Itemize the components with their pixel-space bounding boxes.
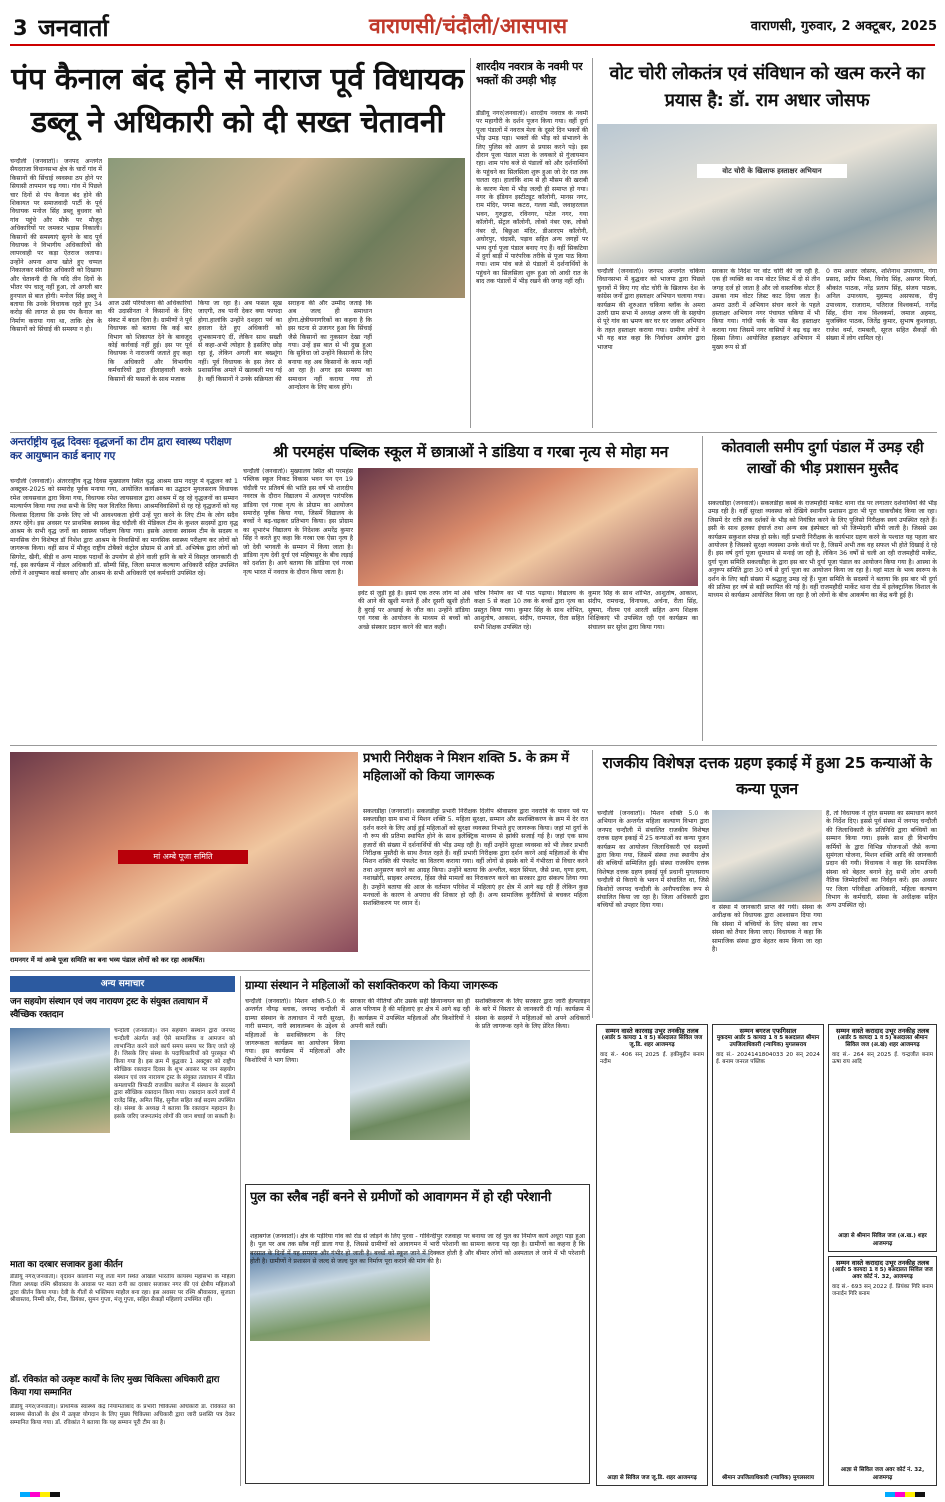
brief2-headline: माता का दरबार सजाकर हुआ कीर्तन (10, 1260, 123, 1270)
notice-2-sign: श्रीमान उपजिलाधिकारी (न्यायिक) मुगलसराय (721, 1474, 815, 1481)
notice-3-case: वाद सं.- 264 सन् 2025 ई. चन्द्रजीत बनाम ऊषा राय आदि (832, 1051, 933, 1066)
school-col1: चन्दौली (जनवार्ता)। मुख्यालय स्थित श्री परमहंस पब्लिक स्कूल निकट विकास भवन पन एन 19 चंदौली पर प्रतिवर्ष की भांति इस वर्ष भी शारदीय नवरात्र के दौरान विद्यालय में अत्यवृत्त पारंपरिक डांडिया एवं गरबा नृत्य के प्रोग्राम का आयोजन समारोह पूर्वक किया गया, जिसमें विद्यालय के बच्चों ने बढ़-चढ़कर प्रतिभाग किया। इस प्रोग्राम का शुभारंभ विद्यालय के निदेशक अमरेंद्र कुमार सिंह ने करते हुए कहा कि गरबा एक ऐसा नृत्य है जो देवी भगवती के सम्मान में किया जाता है। डांडिया नृत्य देवी दुर्गा एवं महिषासुर के बीच लड़ाई को दर्शाता है। आगे बताया कि डांडिया एवं गरबा नृत्य भारत में नवरात्र के दौरान किया जाता है। (243, 468, 353, 576)
lead-photo (108, 158, 465, 298)
vote-col3: 0 राम अधार जोसफ, शशिनाथ उपाध्याय, गंगा प्रसाद, प्रदीप मिश्रा, विनोद सिंह, असगर मिर्जा, श्रीकांत पाठक, नरेंद्र प्रताप सिंह, संजय पाठक, अनिल उपाध्याय, मुहम्मद असफाक, दीपू उपाध्याय, राजाराम, पतिराज विश्वकर्मा, नागेंद्र सिंह, दीना नाथ विश्वकर्मा, जमाल अहमद, मुजक्किर पाठक, जितेंद्र कुमार, सुभाष कुशवाहा, राजेश वर्मा, रामबली, सूरज सहित सैकड़ों की संख्या में लोग शामिल रहे। (826, 268, 937, 343)
kotwali-headline: कोतवाली समीप दुर्गा पंडाल में उमड़ रही लाखों की भीड़ प्रशासन मुस्तैद (721, 440, 924, 477)
school-col3: चरित्र निर्माण का भी पाठ पढ़ाया। विद्यालय के कक्षा 5 से कक्षा 10 तक के बच्चों द्वारा नृत्य का प्रस्तुत किया गया। कुमार सिंह के साथ शोभित, आशुतोष, आकाश, संदीप, रामपाल, रीता सहित सभी शिक्षक उपस्थित रहे। (474, 590, 584, 631)
cmyk-swatch (20, 1492, 60, 1497)
lead-col2: आज उसी परियोजना की अधिकारियों की उदासीनता ने किसानों के लिए संकट में बदल दिया है। ग्रामीणों ने पूर्व विधायक को बताया कि कई बार विभाग को शिकायत देने के बावजूद कोई कार्रवाई नहीं हुई। इस पर पूर्व विधायक ने नाराजगी जताते हुए कहा कि अधिकारी और विभागीय कर्मचारियों द्वारा हीलाहवाली करके किसानों की फसलों के साथ मजाक (108, 300, 192, 383)
pandal-caption: रामनगर में मां अम्बे पूजा समिति का बना भव्य पंडाल लोगों को कर रहा आकर्षित। (10, 956, 205, 964)
school-col4: कुमार सिंह के साथ शोभित, आशुतोष, आकाश, संदीप, रामचन्द्र, विनायक, अर्चना, रीता सिंह, सुषमा, नीलम एवं आरती सहित अन्य शिक्षक शिक्षिकाएं भी उपस्थित रही एवं कार्यक्रम का संचालन सर सुरेश द्वारा किया गया। (588, 590, 698, 631)
notice-3 (828, 1024, 937, 1252)
notice-4 (828, 1256, 937, 1486)
kotwali-body: सकलडीहा (जनवार्ता)। सकलडीहा कस्बे के राजमहौदी मार्केट थाना रोड पर लगातार दर्शनार्थियों की भीड़ उमड़ रही है। वहीं सुरक्षा व्यवस्था को देखिये स्थानीय प्रशासन द्वारा भी पूरा चाकचौबंद किया जा रहा। जिसमें देर रात्रि तक दर्शकों के भीड़ को नियंत्रित करने के लिए पुलिसो निरीक्षक स्वयं उपस्थित रहते हैं। इसी के साथ हलका इंचार्ज तथा अन्य सब इंस्पेक्टर को भी जिम्मेदारी सौंपी जाती है। जिससे उस कार्यक्रम सकुशल संपन्न हो सके। वहीं प्रभारी निरीक्षक के कार्यभार ग्रहण करने के पश्चात यह पहला बार आयोजन है जिसको सुरक्षा व्यवस्था उनके कंधों पर है, जिसमें अभी तक वह सफल भी होते दिखाई दे रहे हैं। इस वर्ष दुर्गा पूजा धूमधाम से मनाई जा रही है, लेकिन 36 वर्षों से चली आ रही राजमहौदी मार्केट, दुर्गा पूजा समिति सकलडीहा के द्वारा इस बार भी दुर्गा पूजा पंडाल का आयोजन किया गया है। आस्था के अनुरूप समिति द्वारा 30 वर्ष से दुर्गा पूजा का आयोजन किया जा रहा है। यहां माता के भव्य स्वरूप के दर्शन के लिए बड़ी संख्या में श्रद्धालु उमड़ रहे हैं। पूजा समिति के सदस्यों ने बताया कि इस बार भी दुर्गा की प्रतिमा हर वर्ष से बड़ी स्थापित की गई है। वहीं राजमहौदी मार्केट थाना रोड में इलेक्ट्रानिक विशाल के माध्यम से कार्यक्रम आयोजित किया जा रहा है जो लोगों के बीच आकर्षण का केंद्र बनी हुई है। (708, 500, 937, 600)
notice-4-sub: (आर्डर 5 कायदा 1 व 5) बअदालत सिविल जज अवर कोर्ट नं. 32, आजमगढ़ (832, 1267, 933, 1281)
notice-3-sub: (आर्डर 5 कायदा 1 व 5) बअदालत श्रीमान सिविल जज (अ.खं) शहर आजमगढ़ (837, 1035, 928, 1049)
pandal-board: मां अम्बे पूजा समिति (118, 850, 248, 864)
vote-photo (597, 124, 937, 264)
notice-2-case: वाद सं.- 2024141804033 20 सन् 2024 ई. बनाम जनरल पब्लिक (716, 1051, 820, 1066)
notice-3-title: सम्मन वास्ते करादाद उभूर तनकीह तलब (835, 1027, 930, 1035)
school-photo (358, 468, 698, 586)
bridge-box (245, 1184, 590, 1484)
school-col2: इवेंट से जुड़ी हुई है। इसमें एक तरफ लोग मां अंबे की आने की खुशी मनाते हैं और दूसरी खुशी होती है बुराई पर अच्छाई के जीत का। उन्होंने डांडिया एवं गरबा के आयोजन के माध्यम से बच्चों को अच्छे संस्कार प्रदान करने की बात कही। (358, 590, 470, 631)
notice-1-case: वाद सं.- 406 सन् 2025 ई. हकीमुद्दीन बनाम नदीम (600, 1051, 704, 1066)
notice-2 (712, 1024, 824, 1486)
vote-headline: वोट चोरी लोकतंत्र एवं संविधान को खत्म करने का प्रयास है: डॉ. राम अधार जोसफ (609, 63, 925, 111)
ngo-headline: ग्राम्या संस्थान ने महिलाओं को सशक्तिकरण को किया जागरूक (245, 978, 498, 992)
lead-col1: चन्दौली (जनवार्ता)। जनपद अन्तर्गत सैयदराजा विधानसभा क्षेत्र के चारों गांव में किसानों की सिंचाई व्यवस्था ठप होने पर सियासी तापमान चढ़ गया। गांव में पिछले चार दिनों से पंप कैनाल बंद होने की शिकायत पर समाजवादी पार्टी के पूर्व विधायक मनोज सिंह डब्लू बुधवार को गांव पहुंचे और मौके पर मौजूद अधिकारियों पर जमकर भड़ास निकाली। किसानों की समस्याएं सुनने के बाद पूर्व विधायक ने विभागीय अधिकारियों की लापरवाही पर कड़ा ऐतराज जताया। उन्होंने अपना आपा खोते हुए चप्पल निकालकर संबंधित अधिकारी को दिखाया और चेतावनी दी कि यदि तीन दिनों के भीतर पंप चालू नहीं हुआ, तो अगली बार हुनपाल से बात होगी। मनोज सिंह डब्लू ने बताया कि उनके विधायक रहते हुए 34 करोड़ की लागत से इस पंप कैनाल का निर्माण कराया गया था, ताकि क्षेत्र के किसानों को सिंचाई की समस्या न हो। (10, 158, 102, 334)
notice-2-sub: मुकदमा आर्डर 5 कायदा 1 व 5 बअदालत श्रीमान उपजिलाधिकारी (न्यायिक) मुगलसराय (716, 1035, 820, 1049)
section-name: वाराणसी/चंदौली/आसपास (368, 14, 568, 38)
school-headline: श्री परमहंस पब्लिक स्कूल में छात्राओं ने डांडिया व गरबा नृत्य से मोहा मन (272, 443, 669, 461)
adoption-photo (712, 810, 822, 902)
elder-headline: अन्तर्राष्ट्रीय वृद्ध दिवसः वृद्धजनों का टीम द्वारा स्वास्थ्य परीक्षण कर आयुष्मान कार्ड बनाए गए (10, 436, 232, 462)
divider (702, 436, 703, 741)
masthead-rule (10, 44, 935, 46)
divider (10, 745, 937, 746)
notice-1 (596, 1024, 708, 1486)
notice-4-title: सम्मन वास्ते करादाद उभूर तनकीह तलब (835, 1259, 930, 1267)
page-number: 3 (13, 16, 28, 40)
navratri-body: डीडीयू नगर(जनवार्ता)। शारदीय नवरात्र के नवमी पर महागौरी के दर्शन पूजन किया गया। वहीं दुर्गा पूजा पंडालों में नवरात्र मेला के दूसरे दिन भक्तों की भीड़ उमड़ पड़ा। भक्तों की भीड़ को संभालने के लिए पुलिस को अलग से प्रयास करने पड़े। इस दौरान पूजा पंडाल माता के जयकारे से गुंजायमान रहा। शाम पांच बजे से पंडालों को और दर्शनार्थियों के पहुंचने का सिलसिला शुरू हुआ जो देर रात तक चलता रहा। हालांकि शाम से ही मौसम की खराबी के कारण मेला में भीड़ जल्दी ही समाप्त हो गया। नगर के इंडियन इस्टीट्यूट कॉलोनी, मानस नगर, राम मंदिर, पगमा कटरा, गल्ला मंडी, जवाहरलाल भवन, गुरुद्वारा, रविनगर, पटेल नगर, गया कॉलोनी, सेंट्रल कॉलोनी, लोको नंबर एक, लोको नंबर दो, बिछुआ मंदिर, डीआरएम कॉलोनी, अघोरपुर, चंदासी, पड़ाव सहित अन्य जगहों पर भव्य दुर्गा पूजा पंडाल बनाए गए हैं। वहीं सिकटिया में दुर्गा बाड़ी में पारंपरिक तरीके से पूजा पाठ किया गया। शाम पांच बजे से पंडालों में दर्शनार्थियों के पहुंचने का सिलसिला शुरू हुआ जो आधी रात के बाद तक पंडालों में भीड़ रखने की जगह नहीं रही। (476, 110, 588, 286)
divider (10, 432, 937, 433)
notice-1-title: सम्मन वास्ते कारवाइ उभुर तनकीह तलब (605, 1027, 699, 1035)
brief3-headline: डॉ. रविकांत को उत्कृष्ट कार्यों के लिए मुख्य चिकित्सा अधिकारी द्वारा किया गया सम्मानित (10, 1375, 220, 1398)
divider (592, 750, 593, 1018)
vote-col2: सरकार के निर्देश पर वोट चोरी की जा रही है. एक ही व्यक्ति का नाम वोटर लिस्ट में दो से तीन जगह दर्ज हो जाता है और जो वास्तविक वोटर हैं उसका नाम वोटर लिस्ट काट दिया जाता है। अमरा उतरी में अभियान संचन करने के पहले हस्ताक्षर अभियान नगर पंचायत चकिया में भी किया गया। गांधी पार्क के पास बैठ हस्ताक्षर कराया गया जिसमें नगर वासियों ने बढ़ चढ़ कर हिस्सा लिया। आयोजित हस्ताक्षर अभियान में मुख्य रूप से डॉ (712, 268, 820, 351)
adoption-col2: व संस्था में जानकारी प्राप्त की गयी। संस्था के अधीक्षक को विधायक द्वारा आश्वासन दिया गया कि संस्था में बच्चियों के लिए संस्था का लाभ संस्था को तैयार किया जाए। विधायक ने कहा कि सामाजिक संस्था द्वारा बेहतर काम किया जा रहा है। (712, 904, 822, 954)
notice-1-sign: आज्ञा से सिविल जज जू.डि. शहर आजमगढ़ (607, 1474, 697, 1481)
divider (470, 58, 471, 428)
notice-2-title: सम्मन बगरज एफगिसाल (739, 1027, 797, 1035)
notice-3-sign: आज्ञा से श्रीमान सिविल जज (अ.ख.) शहर आजमगढ़ (838, 1233, 927, 1247)
brief1-headline: जन सहयोग संस्थान एवं जय नारायण ट्रस्ट के संयुक्त तत्वाधान में स्वैच्छिक रक्तदान (10, 997, 208, 1020)
lead-col4: सराहना की और उम्मीद जताई कि अब जल्द ही समाधान होगा.क्षेत्रीयनागरिकों का कहना है कि इस घटना से उजागर हुआ कि सिंचाई जैसे किसानों का नुकसान देखा नहीं गया। उन्हें इस बात से भी दुख हुआ कि सुविधा जो उन्होंने किसानों के लिए बनाया वह अब किसानों के काम नहीं आ रहा है। अगर इस समस्या का समाधान नहीं कराया गया तो आन्दोलन के लिए बाध्य होंगे। (288, 300, 372, 392)
bridge-body: शहाबगंज (जनवार्ता)। क्षेत्र के पड़ेरिया गांव को रोड से जोड़ने के लिए पुरवा - गोविन्दीपुर रजवाहा पर बनाया जा रहे पुल का निर्माण कार्य अधूरा पड़ा हुआ है। पुल पर अब तक स्लैब नहीं डाला गया है, जिससे ग्रामीणों को आवागमन में भारी परेशानी का सामना करना पड़ रहा है। ग्रामीणों का कहना है कि बरसात के दिनों में यह समस्या और गंभीर हो जाती है। बच्चों को स्कूल जाने में दिक्कत होती है और बीमार लोगों को अस्पताल ले जाने में भी परेशानी होती है। ग्रामीणों ने प्रशासन से जल्द से जल्द पुल का निर्माण पूरा कराने की मांग की है। (250, 1233, 585, 1266)
ngo-photo (350, 1040, 470, 1140)
adoption-col1: चन्दौली (जनवार्ता)। मिशन शक्ति 5.0 के अभियान के अन्तर्गत महिला कल्याण विभाग द्वारा जनपद चन्दौली में संचालित राजकीय विशेषज्ञ दत्तक ग्रहण इकाई में 25 कन्याओं का कन्या पूजन कार्यक्रम का आयोजन जिलाधिकारी एवं सदस्यों द्वारा किया गया, जिसमें संस्था तथा स्थानीय क्षेत्र की बच्चियों सम्मिलित हुईं। संस्था राजकीय दत्तक विशेषज्ञ दत्तक ग्रहण इकाई पूर्व प्रधानी मुगलसराय चन्दौली से किराये के भवन में संचालित था, जिसे किशोरों जनपद चन्दौली के अनौपचारिक रूप से संचालित किया जा रहा है। जिला अधिकारी द्वारा बच्चियों को उपहार दिया गया। (597, 810, 709, 910)
divider (240, 976, 241, 1486)
adoption-headline: राजकीय विशेषज्ञ दत्तक ग्रहण इकाई में हुआ 25 कन्याओं के कन्या पूजन (602, 754, 932, 798)
masthead (0, 0, 945, 46)
vote-col1: चन्दौली (जनवार्ता)। जनपद अन्तर्गत चकिया विधानसभा में बुद्धवार को भाजपा द्वारा पिछले चुनावों में किए गए वोट चोरी के खिलाफ देश के कांग्रेस जनों द्वारा हस्ताक्षर अभियान चलाया गया। कार्यक्रम की शुरुआत चकिया ब्लॉक के अमरा उतरी ग्राम सभा में अध्यक्ष अरुण जी के सहयोग से पूरे गांव का भ्रमण कर घर घर जाकर अभियान के तहत हस्ताक्षर कराया गया। ग्रामीण लोगों ने भी यह बात कहा कि निर्वाचन आयोग द्वारा भाजपा (597, 268, 705, 351)
vote-banner: वोट चोरी के खिलाफ हस्ताक्षर अभियान (697, 164, 847, 178)
paper-name: जनवार्ता (38, 14, 109, 42)
notice-4-sign: आज्ञा से सिविल जज अवर कोर्ट नं. 32, आजमगढ़ (840, 1467, 925, 1481)
elder-body: चन्दौली (जनवार्ता)। अंतरराष्ट्रीय वृद्ध दिवस मुख्यालय स्थित वृद्ध आश्रम ग्राम नदपुर में वृद्धजन को 1 अक्टूबर-2025 को समारोह पूर्वक मनाया गया, आयोजित कार्यक्रम का उद्घाटन मुगलसराय विधायक रमेश जायसवाल द्वारा किया गया, विधायक रमेश जायसवाल द्वारा आश्रम में रह रहे वृद्धजनों का सम्मान माल्यार्पण किया गया तथा सभी के लिए फल वितरित किया। आश्रमविवासियों से रह रहे वृद्धजनों को यह विश्वास दिलाया कि उनके लिए जो भी आवश्यकता होगी उन्हें पूरा करने के लिए टीम के लोग सदैव तत्पर रहेंगे। इस अवसर पर प्राथमिक स्वास्थ्य केंद्र चंदौली की मेडिकल टीम के कुशल सदस्यों द्वारा वृद्ध आश्रम के सभी वृद्ध जनों का स्वास्थ्य परीक्षण किया गया। इसके अलावा स्वास्थ्य टीम के सदस्य व मानसिक रोग विशेषज्ञ डॉ निशेश द्वारा आश्रम के निवासियों का मानसिक स्वास्थ्य परीक्षण कर लोगों को जागरूक किया। वहीं साथ में मौजूद राष्ट्रीय टोबैको कंट्रोल प्रोग्राम से आये डॉ. अभिषेक द्वारा लोगों को सिगरेट, खैनी, बीड़ी व अन्य मादक पदार्थों के उपयोग से होने वाली हानि के बारे में विस्तृत जानकारी दी गई, इस कार्यक्रम में नोडल अधिकारी डॉ. सौम्यी सिंह, जिला समाज कल्याण अधिकारी सहित उपस्थित लोगों ने आयुष्मान कार्ड बनवाए और आश्रम के सभी अधिकारी एवं कर्मचारी उपस्थित रहे। (10, 478, 238, 578)
brief1-body: चन्दौली (जनवार्ता)। जन सहयोग संस्थान द्वारा जनपद चन्दौली अंतर्गत कई ऐसे सामाजिक व आमजन को लाभान्वित करने वाले कार्य समय समय पर किए जाते रहे हैं। जिसके लिए संस्था के पदाधिकारियों को पुरस्कृत भी किया गया है। इस क्रम में बुद्धवार 1 अक्टूबर को राष्ट्रीय स्वैच्छिक रक्तदान दिवस के शुभ अवसर पर जन सहयोग संस्थान एवं जय नारायण ट्रस्ट के संयुक्त तत्वाधान में पंडित कमलापति त्रिपाठी राजकीय कालेज में संस्थान के सदस्यों द्वारा स्वैच्छिक रक्तदान किया गया। रक्तदान करने वालों में राजेंद्र सिंह, अमित सिंह, सुनील सहित कई सदस्य उपस्थित रहे। संस्था के अध्यक्ष ने बताया कि रक्तदान महादान है। इसके जरिए जरूरतमंद लोगों की जान बचाई जा सकती है। (114, 1028, 235, 1120)
notice-1-sub: (आर्डर 5 कायदा 1 व 5) बअदालत सिविल जज जू.डि. शहर आजमगढ़ (601, 1035, 703, 1049)
lead-headline: पंप कैनाल बंद होने से नाराज पूर्व विधायक डब्लू ने अधिकारी को दी सख्त चेतावनी (11, 62, 464, 140)
ngo-col2: सरकार की नीतियों और उसके सही क्रियान्वयन का ही आज परिणाम है की महिलाएं हर क्षेत्र में आगे बढ़ रही हैं। कार्यक्रम में उपस्थित महिलाओं और किशोरियों ने अपनी बातें रखीं। (350, 998, 470, 1031)
navratri-headline: शारदीय नवरात्र के नवमी पर भक्तों की उमड़ी भीड़ (476, 60, 583, 87)
briefs-label: अन्य समाचार (10, 976, 235, 992)
lead-col5 (378, 300, 465, 430)
brief3-body: डीडीयू नगर(जनवार्ता)। प्राथमिक स्वास्थ्य केंद्र नियामताबाद के प्रभारी चिकित्सा अधिकारी डॉ. रविकांत को स्वास्थ्य सेवाओं के क्षेत्र में उत्कृष्ट योगदान के लिए मुख्य चिकित्सा अधिकारी द्वारा जारी प्रशस्ति पत्र देकर सम्मानित किया गया। डॉ. रविकांत ने बताया कि यह सम्मान पूरी टीम का है। (10, 1404, 235, 1426)
registration-marks (0, 1490, 945, 1500)
mission-body: सकलडीहा (जनवार्ता)। सकलडीहा प्रभारी निरीक्षक दिलीप श्रीवास्तव द्वारा नवरात्रि के पावन पर्व पर सकलडीहा ग्राम सभा में मिशन शक्ति 5. महिला सुरक्षा, सम्मान और सशक्तिकरण के क्रम में देर रात दर्शन करने के लिए आई हुई महिलाओं को सुरक्षा व्यवस्था निभाते हुए जागरूक किया। जहां मां दुर्गा के नौ रूप की प्रतिमा स्थापित होने के साथ इलेक्ट्रिक माध्यम से झांकी सजाई गई है। जहां एक साथ हजारों की संख्या में दर्शनार्थियों की भीड़ उमड़ रही है। वहीं उन्होंने सुरक्षा व्यवस्था को भी लेकर प्रभारी निरीक्षक मुस्तैदी के साथ तैनात रहते हैं। वहीं प्रभारी निरीक्षक द्वारा दर्शन करने आई महिलाओं के बीच मिशन शक्ति की पंफलेट का वितरण कराया गया। वहीं लोगों से इसके बारे में गंभीरता से विचार करने तथा अनुसरण करने का आग्रह किया। उन्होंने बताया कि अश्लील, बदल सिंपल, जैसे प्रथा, घृणा हत्या, नशाखोरी, साइबर अपराध, हिंसा जैसे मामलों का निराकरण करने का सरकार द्वारा संकल्प लिया गया है। उन्होंने बताया की आज के वर्तमान परिवेश में महिलाएं हर क्षेत्र में आगे बढ़ रही हैं लेकिन कुछ मनचलों के कारण वे अपराध की शिकार हो रही हैं। अन्य सामाजिक कुरीतियों से बचकर महिला सशक्तिकरण पर ध्यान दें। (363, 808, 588, 908)
notice-4-case: वाद सं.- 693 सन् 2022 ई. प्रियंका गिरि बनाम जनार्दन गिरि बनाम (832, 1283, 933, 1298)
dateline: वाराणसी, गुरुवार, 2 अक्टूबर, 2025 (750, 19, 937, 34)
divider (592, 58, 593, 428)
ngo-col3: सशक्तिकरण के लिए सरकार द्वारा जारी हेल्पलाइन के बारे में विस्तार से जानकारी दी गई। कार्यक्रम में संस्था के सदस्यों ने महिलाओं को अपने अधिकारों के प्रति जागरूक रहने के लिए प्रेरित किया। (475, 998, 590, 1031)
cmyk-swatch (885, 1492, 925, 1497)
brief2-body: डीडीयू नगर(जनवार्ता)। वृंदावन कॉलोनी मंजू लता मार्ग स्थित अखिल भारतीय कायस्थ महासभा के महिला जिला अध्यक्ष रश्मि श्रीवास्तव के आवास पर माता रानी का दरबार सजाकर नगर की एवं क्षेत्रीय महिलाओं द्वारा कीर्तन किया गया। देवी के गीतों से भक्तिमय माहौल बना रहा। इस अवसर पर रश्मि श्रीवास्तव, सुजाता श्रीवास्तव, निम्मी कौर, रीना, प्रियंका, सुमन गुप्ता, मंजू गुप्ता, सहित सैकड़ों महिलाएं उपस्थित रहीं। (10, 1274, 235, 1304)
ngo-col1: चन्दौली (जनवार्ता)। मिशन शक्ति-5.0 के अन्तर्गत नौगढ़ ब्लाक, जनपद चन्दौली में ग्राम्या संस्थान के तत्वाधान में नारी सुरक्षा, नारी सम्मान, नारी स्वावलम्बन के उद्देश्य से महिलाओं के सशक्तिकरण के लिए जागरूकता कार्यक्रम का आयोजन किया गया। इस कार्यक्रम में महिलाओं और किशोरियों ने भाग लिया। (245, 998, 345, 1064)
divider (10, 970, 590, 971)
adoption-col3: है, तो विधायक ने तुरंत समस्या का समाधान करने के निर्देश दिए। इससे पूर्व संस्था में जनपद चन्दौली की जिलाधिकारी के प्रतिनिधि द्वारा बच्चियों का सम्मान किया गया। इसके साथ ही विभागीय कर्मियों के द्वारा विभिन्न योजनाओं जैसे कन्या सुमंगला योजना, मिशन शक्ति आदि की जानकारी प्रदान की गयी। विधायक ने कहा कि सामाजिक संस्था को बेहतर बनाने हेतु सभी लोग अपनी नैतिक जिम्मेदारियों का निर्वहन करें। इस अवसर पर जिला परिवीक्षा अधिकारी, महिला कल्याण विभाग के कर्मचारी, संस्था के अधीक्षक सहित अन्य उपस्थित रहे। (826, 810, 937, 910)
pandal-photo (10, 752, 358, 952)
mission-headline: प्रभारी निरीक्षक ने मिशन शक्ति 5. के क्रम में महिलाओं को किया जागरूक (363, 751, 569, 784)
lead-col3: किया जा रहा है। अब फसल सूख जाएगी, तब पानी देकर क्या फायदा होगा.हालांकि उन्होंने दशहरा पर्व का हवाला देते हुए अधिकारी को शुभकामनाएं दीं, लेकिन साथ सख्ती से कहा-अभी त्योहार है इसलिए छोड़ रहा हूं, लेकिन अगली बार बख्शूंगा नहीं। पूर्व विधायक के इस तेवर से प्रशासनिक अमले में खलबली मच गई है। वहीं किसानों ने उनके सक्रियता की (198, 300, 282, 383)
bridge-headline: पुल का स्लैब नहीं बनने से ग्रमीणों को आवागमन में हो रही परेशानी (250, 1190, 551, 1205)
